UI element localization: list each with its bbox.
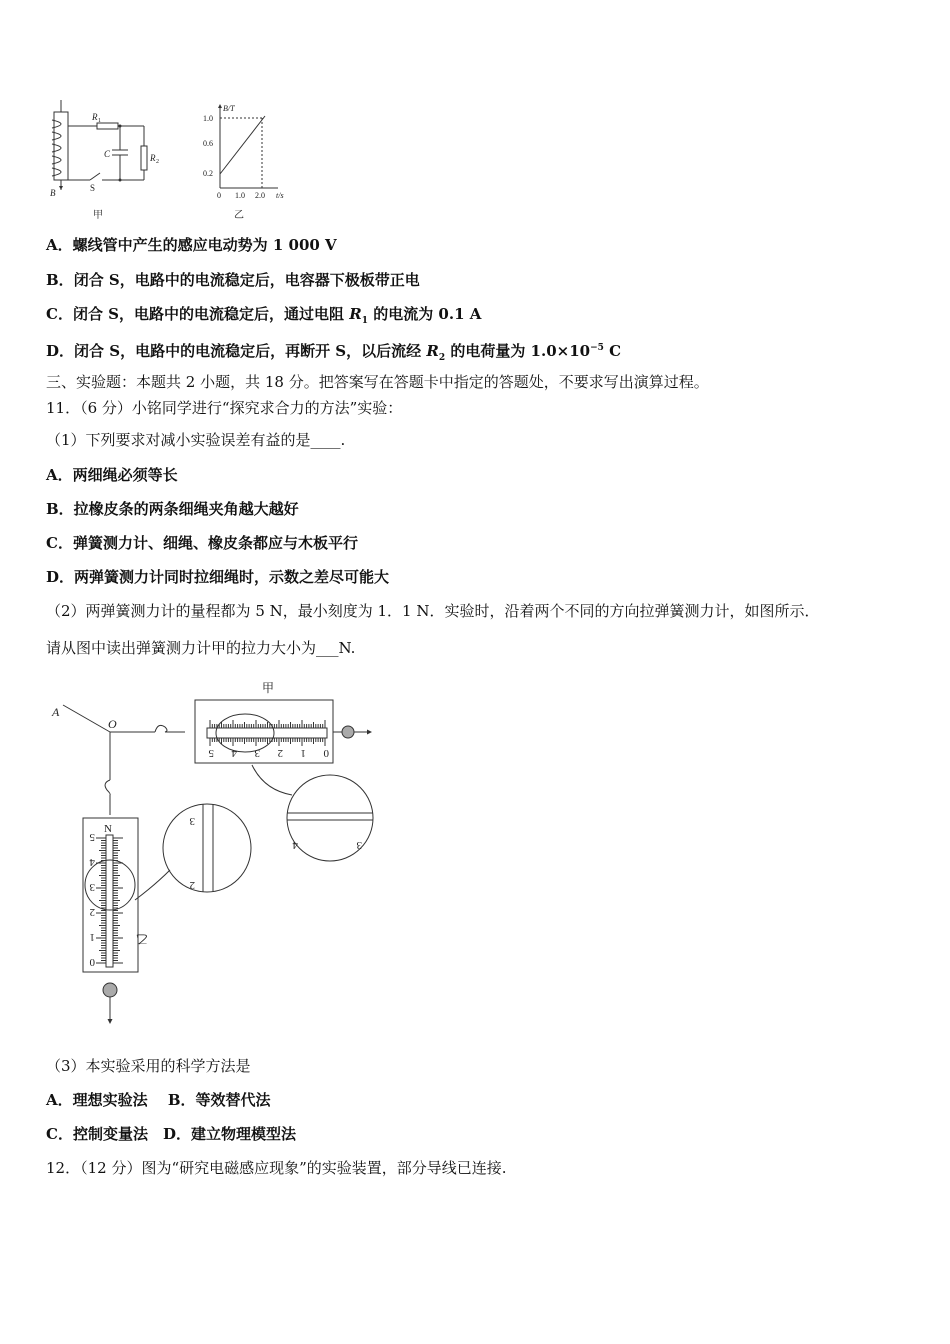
label-o: O xyxy=(108,717,117,731)
yi-scale-number: 4 xyxy=(89,856,95,868)
part1-option-a: A．两细绳必须等长 xyxy=(46,466,178,484)
label-r2-sub: 2 xyxy=(156,159,159,165)
part3-options-row1: A．理想实验法 B．等效替代法 xyxy=(46,1091,271,1109)
label-a: A xyxy=(52,705,60,719)
subscript: 1 xyxy=(361,316,368,326)
part1-option-c: C．弹簧测力计、细绳、橡皮条都应与木板平行 xyxy=(46,534,358,552)
zoom-jia-number: 4 xyxy=(292,839,298,851)
jia-scale-number: 3 xyxy=(254,747,260,759)
y-axis-label: B/T xyxy=(223,104,235,113)
zoom-yi-number: 3 xyxy=(189,815,195,827)
superscript: −5 xyxy=(590,343,604,353)
zoom-yi-number: 2 xyxy=(189,879,195,891)
caption-jia: 甲 xyxy=(93,210,103,221)
variable: R xyxy=(426,342,439,360)
x-tick: 0 xyxy=(217,191,221,200)
option-label: B． xyxy=(46,271,74,289)
jia-scale-number: 4 xyxy=(231,747,237,759)
section-heading: 三、实验题：本题共 2 小题，共 18 分。把答案写在答题卡中指定的答题处，不要求写出演算过程。 xyxy=(46,373,709,391)
yi-scale-number: 1 xyxy=(89,931,95,943)
option-text: 的电荷量为 1.0×10 xyxy=(445,342,591,360)
part1-option-b: B．拉橡皮条的两条细绳夹角越大越好 xyxy=(46,500,299,518)
b-t-graph xyxy=(198,100,298,225)
option-b xyxy=(46,270,420,290)
label-c: C xyxy=(104,149,111,159)
label-unit: N xyxy=(104,823,112,835)
zoom-jia-number: 3 xyxy=(356,839,362,851)
question-11-part2-line1: （2）两弹簧测力计的量程都为 5 N，最小刻度为 1．1 N．实验时，沿着两个不同的方向拉弹簧测力计，如图所示． xyxy=(46,602,820,620)
part1-option-d: D．两弹簧测力计同时拉细绳时，示数之差尽可能大 xyxy=(46,568,390,586)
question-12-stem: 12．（12 分）图为“研究电磁感应现象”的实验装置，部分导线已连接. xyxy=(46,1159,507,1177)
label-s: S xyxy=(90,183,96,193)
question-11-stem: 11．（6 分）小铭同学进行“探究求合力的方法”实验： xyxy=(46,399,403,417)
label-b: B xyxy=(50,188,56,198)
option-label: C． xyxy=(46,305,73,323)
y-tick: 0.6 xyxy=(203,139,213,148)
label-r1: R xyxy=(92,112,98,122)
spring-balance-figure xyxy=(40,670,390,1030)
option-text: 螺线管中产生的感应电动势为 1 000 V xyxy=(72,236,337,254)
option-text: 闭合 S，电路中的电流稳定后，电容器下极板带正电 xyxy=(73,271,420,289)
yi-scale-number: 0 xyxy=(89,956,95,968)
option-text: C xyxy=(603,342,622,360)
question-11-part1: （1）下列要求对减小实验误差有益的是____. xyxy=(46,431,346,449)
option-label: D． xyxy=(46,342,75,360)
x-axis-label: t/s xyxy=(276,191,284,200)
question-11-part2-line2: 请从图中读出弹簧测力计甲的拉力大小为___N. xyxy=(46,639,356,657)
label-r2: R xyxy=(150,153,156,163)
jia-scale-number: 0 xyxy=(323,747,329,759)
option-text: 闭合 S，电路中的电流稳定后，通过电阻 xyxy=(72,305,350,323)
yi-scale-number: 2 xyxy=(89,906,95,918)
option-label: A． xyxy=(46,236,73,254)
x-tick: 1.0 xyxy=(235,191,245,200)
option-c xyxy=(46,304,481,331)
option-d xyxy=(46,338,621,368)
option-a xyxy=(46,235,337,255)
jia-scale-number: 2 xyxy=(277,747,283,759)
variable: R xyxy=(349,305,362,323)
circuit-diagram xyxy=(40,100,170,225)
y-tick: 1.0 xyxy=(203,114,213,123)
subscript: 2 xyxy=(438,353,446,363)
caption-yi: 乙 xyxy=(234,210,244,221)
label-jia: 甲 xyxy=(262,681,275,695)
jia-scale-number: 5 xyxy=(208,747,214,759)
jia-scale-number: 1 xyxy=(300,747,306,759)
part3-options-row2: C．控制变量法 D．建立物理模型法 xyxy=(46,1125,296,1143)
yi-scale-number: 3 xyxy=(89,881,95,893)
option-text: 闭合 S，电路中的电流稳定后，再断开 S，以后流经 xyxy=(74,342,427,360)
option-text: 的电流为 0.1 A xyxy=(367,305,482,323)
x-tick: 2.0 xyxy=(255,191,265,200)
y-tick: 0.2 xyxy=(203,169,213,178)
label-yi: 乙 xyxy=(135,932,148,946)
label-r1-sub: 1 xyxy=(98,118,101,124)
question-11-part3: （3）本实验采用的科学方法是 xyxy=(46,1057,251,1075)
yi-scale-number: 5 xyxy=(89,831,95,843)
